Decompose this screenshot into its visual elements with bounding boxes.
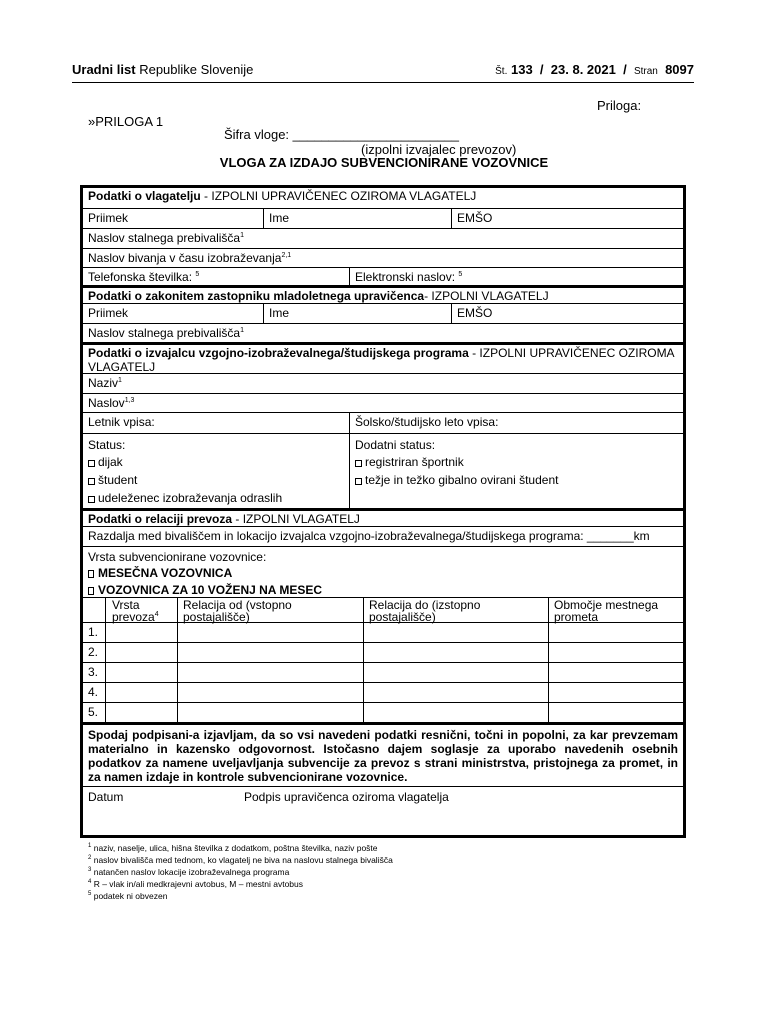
application-code-note: (izpolni izvajalec prevozov) — [361, 142, 517, 157]
checkbox-icon[interactable] — [88, 460, 95, 467]
form-title: VLOGA ZA IZDAJO SUBVENCIONIRANE VOZOVNICE — [219, 155, 549, 170]
option-label: VOZOVNICA ZA 10 VOŽENJ NA MESEC — [98, 583, 323, 597]
footnote — [88, 855, 393, 865]
relation-table-row — [83, 622, 683, 642]
city-zone-cell[interactable] — [548, 703, 683, 722]
field-label: Naziv — [88, 376, 119, 390]
separator: / — [539, 62, 544, 77]
footnote-ref: 1 — [240, 232, 244, 239]
footnote-number: 3 — [88, 867, 92, 874]
footnote-ref: 1 — [118, 377, 122, 384]
row-number: 4. — [88, 685, 99, 699]
gazette-header — [72, 62, 694, 83]
transport-type-cell[interactable] — [105, 643, 177, 662]
provider-address-field[interactable] — [83, 393, 683, 412]
footnote-ref: 2,1 — [281, 252, 292, 259]
applicant-surname-field[interactable] — [83, 209, 263, 228]
field-label: Naslov stalnega prebivališča — [88, 326, 241, 340]
to-station-cell[interactable] — [363, 703, 548, 722]
representative-name-row — [83, 303, 683, 323]
status-group — [83, 434, 349, 508]
field-label: Naslov stalnega prebivališča — [88, 231, 241, 245]
checkbox-icon[interactable] — [88, 496, 95, 503]
from-station-cell[interactable] — [177, 683, 363, 702]
applicant-name-field[interactable] — [263, 209, 451, 228]
from-station-cell[interactable] — [177, 643, 363, 662]
footnote-text: natančen naslov lokacije izobraževalnega programa — [93, 867, 290, 877]
issue-number: 133 — [510, 62, 533, 77]
column-label: Relacija do (izstopno postajališče) — [369, 598, 481, 624]
provider-enrolment-row — [83, 412, 683, 433]
checkbox-icon[interactable] — [88, 570, 94, 578]
field-label: Ime — [269, 306, 290, 320]
ticket-option-monthly[interactable] — [88, 565, 678, 582]
column-header-to — [363, 598, 548, 622]
field-label: Letnik vpisa: — [88, 415, 155, 429]
row-number: 1. — [88, 625, 99, 639]
school-year-field[interactable] — [349, 413, 683, 433]
footnote-ref: 5 — [458, 271, 463, 278]
field-label: Razdalja med bivališčem in lokacijo izvajalca vzgojno-izobraževalnega/študijskega programa: _______km — [88, 529, 650, 543]
section-applicant-title — [83, 188, 683, 208]
field-label: Telefonska številka: — [88, 270, 193, 284]
to-station-cell[interactable] — [363, 643, 548, 662]
representative-emso-field[interactable] — [451, 304, 683, 323]
extra-status-option-disabled[interactable] — [355, 471, 678, 489]
footnote-text: naziv, naselje, ulica, hišna številka z dodatkom, poštna številka, naziv pošte — [93, 843, 378, 853]
footnote-text: podatek ni obvezen — [93, 891, 168, 901]
ticket-type-row — [83, 546, 683, 597]
option-label: študent — [98, 473, 138, 487]
transport-type-cell[interactable] — [105, 683, 177, 702]
gazette-name — [72, 62, 253, 77]
status-option-student[interactable] — [88, 471, 344, 489]
column-header-from — [177, 598, 363, 622]
option-label: registriran športnik — [365, 455, 464, 469]
relation-table-header — [83, 597, 683, 622]
footnote-text: R – vlak in/ali medkrajevni avtobus, M – mestni avtobus — [93, 879, 304, 889]
annex-label: Priloga: — [597, 98, 642, 113]
section-title-bold: Podatki o relaciji prevoza — [88, 512, 233, 526]
representative-surname-field[interactable] — [83, 304, 263, 323]
checkbox-icon[interactable] — [355, 478, 362, 485]
city-zone-cell[interactable] — [548, 643, 683, 662]
transport-type-cell[interactable] — [105, 703, 177, 722]
extra-status-group — [349, 434, 683, 508]
option-label: udeleženec izobraževanja odraslih — [98, 491, 283, 505]
year-enrolment-field[interactable] — [83, 413, 349, 433]
field-label: Priimek — [88, 306, 129, 320]
to-station-cell[interactable] — [363, 663, 548, 682]
section-title-rest: - IZPOLNI UPRAVIČENEC OZIROMA VLAGATELJ — [88, 346, 674, 374]
field-label: Elektronski naslov: — [355, 270, 456, 284]
footnote — [88, 843, 378, 853]
date-field[interactable] — [83, 787, 233, 835]
footnote-ref: 4 — [154, 611, 159, 618]
representative-address-field[interactable] — [83, 323, 683, 342]
column-label: Območje mestnega prometa — [554, 598, 659, 624]
extra-status-label: Dodatni status: — [355, 438, 436, 452]
declaration-text: Spodaj podpisani-a izjavljam, da so vsi navedeni podatki resnični, točni in popolni, za kar prevzemam materialno in kazensko odgovornost. Istočasno dajem soglasje za uporabo navedenih osebnih podatkov za namene uveljavljanja subvencije za prevoz s strani ministrstva, pristojnega za promet, in za namen izdaje in kontrole subvencionirane vozovnice. — [83, 722, 683, 786]
ticket-type-label: Vrsta subvencionirane vozovnice: — [88, 550, 267, 564]
checkbox-icon[interactable] — [88, 587, 94, 595]
footnote — [88, 891, 167, 901]
footnote-ref: 1 — [240, 327, 244, 334]
section-title-rest: - IZPOLNI VLAGATELJ — [424, 289, 549, 303]
checkbox-icon[interactable] — [355, 460, 362, 467]
section-title-rest: - IZPOLNI UPRAVIČENEC OZIROMA VLAGATELJ — [200, 189, 477, 203]
status-option-adult[interactable] — [88, 489, 344, 507]
status-option-dijak[interactable] — [88, 453, 344, 471]
option-label: dijak — [98, 455, 123, 469]
transport-type-cell[interactable] — [105, 663, 177, 682]
representative-name-field[interactable] — [263, 304, 451, 323]
to-station-cell[interactable] — [363, 683, 548, 702]
field-label: Datum — [88, 790, 124, 804]
row-number: 2. — [88, 645, 99, 659]
section-title-rest: - IZPOLNI VLAGATELJ — [232, 512, 360, 526]
footnote-ref: 1,3 — [124, 397, 135, 404]
relation-table-row — [83, 702, 683, 722]
relation-table-row — [83, 662, 683, 682]
footnote-number: 5 — [88, 891, 92, 898]
section-representative-title — [83, 285, 683, 303]
section-title-bold: Podatki o vlagatelju — [88, 189, 201, 203]
from-station-cell[interactable] — [177, 623, 363, 642]
row-number-header — [83, 598, 105, 622]
field-label: Naslov bivanja v času izobraževanja — [88, 251, 282, 265]
field-label: Ime — [269, 211, 290, 225]
city-zone-cell[interactable] — [548, 663, 683, 682]
distance-field[interactable] — [83, 526, 683, 546]
from-station-cell[interactable] — [177, 663, 363, 682]
from-station-cell[interactable] — [177, 703, 363, 722]
field-label: Priimek — [88, 211, 129, 225]
gazette-name-bold: Uradni list — [72, 62, 136, 77]
gazette-name-rest: Republike Slovenije — [139, 62, 254, 77]
column-label: Vrsta prevoza — [112, 598, 155, 624]
applicant-permanent-address-field[interactable] — [83, 228, 683, 248]
section-provider-title — [83, 342, 683, 373]
footnote — [88, 867, 289, 877]
column-label: Relacija od (vstopno postajališče) — [183, 598, 292, 624]
footnote — [88, 879, 303, 889]
application-form — [80, 185, 686, 838]
city-zone-cell[interactable] — [548, 683, 683, 702]
page-prefix: Stran — [633, 66, 658, 77]
issue-date: 23. 8. 2021 — [550, 62, 616, 77]
relation-table-row — [83, 642, 683, 662]
applicant-emso-field[interactable] — [451, 209, 683, 228]
application-code-field[interactable]: Šifra vloge: _______________________ — [224, 127, 459, 142]
section-transport-title — [83, 508, 683, 526]
footnote-text: naslov bivališča med tednom, ko vlagatelj ne biva na naslovu stalnega bivališča — [93, 855, 393, 865]
issue-info — [495, 62, 694, 77]
city-zone-cell[interactable] — [548, 623, 683, 642]
applicant-email-field[interactable] — [349, 268, 683, 285]
option-label: MESEČNA VOZOVNICA — [98, 566, 233, 580]
applicant-study-address-field[interactable] — [83, 248, 683, 267]
column-header-city-zone — [548, 598, 683, 622]
field-label: EMŠO — [457, 211, 493, 225]
checkbox-icon[interactable] — [88, 478, 95, 485]
relation-table-row — [83, 682, 683, 702]
page-number: 8097 — [665, 62, 694, 77]
status-row — [83, 433, 683, 508]
row-number: 3. — [88, 665, 99, 679]
field-label: Naslov — [88, 396, 125, 410]
signature-row — [83, 786, 683, 835]
provider-name-field[interactable] — [83, 373, 683, 393]
separator: / — [623, 62, 627, 77]
footnote-number: 4 — [88, 879, 92, 886]
relation-table-body — [83, 622, 683, 722]
field-label: EMŠO — [457, 306, 493, 320]
applicant-name-row — [83, 208, 683, 228]
annex-name: »PRILOGA 1 — [88, 114, 164, 129]
section-title-bold: Podatki o izvajalcu vzgojno-izobraževalnega/študijskega programa — [88, 346, 469, 360]
issue-prefix: Št. — [495, 66, 508, 77]
field-label: Šolsko/študijsko leto vpisa: — [355, 415, 499, 429]
section-title-bold: Podatki o zakonitem zastopniku mladoletnega upravičenca — [88, 289, 425, 303]
footnote-ref: 5 — [195, 271, 200, 278]
footnote-number: 2 — [88, 855, 92, 862]
row-number: 5. — [88, 705, 99, 719]
option-label: težje in težko gibalno ovirani študent — [365, 473, 559, 487]
applicant-phone-field[interactable] — [83, 268, 349, 285]
to-station-cell[interactable] — [363, 623, 548, 642]
signature-field[interactable] — [239, 787, 683, 835]
field-label: Podpis upravičenca oziroma vlagatelja — [244, 790, 449, 804]
applicant-contact-row — [83, 267, 683, 285]
footnote-number: 1 — [88, 843, 92, 850]
extra-status-option-athlete[interactable] — [355, 453, 678, 471]
column-header-transport-type — [105, 598, 177, 622]
transport-type-cell[interactable] — [105, 623, 177, 642]
status-label: Status: — [88, 438, 126, 452]
